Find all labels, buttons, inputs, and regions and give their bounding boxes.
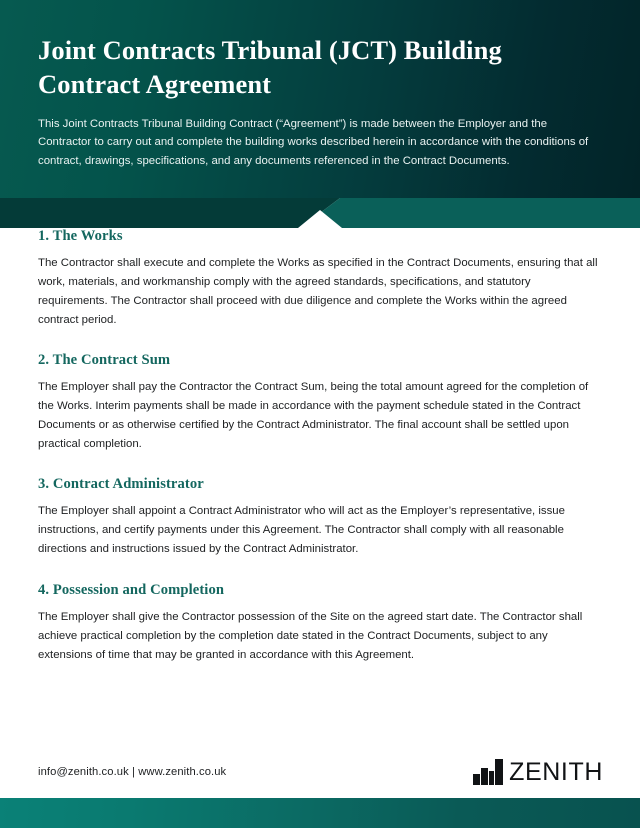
header-divider-band: [0, 198, 640, 228]
section-paragraph: The Employer shall give the Contractor possession of the Site on the agreed start date. The Contractor shall achieve practical completion by the completion date stated in the Contract Documents, subject to any extensions of time that may be granted in accordance with this Agreement.: [38, 610, 583, 661]
section-possession-and-completion: [0, 582, 640, 665]
brand-logo: [473, 759, 603, 785]
section-paragraph: The Contractor shall execute and complete the Works as specified in the Contract Documents, ensuring that all work, materials, and workmanship comply with the agreed standards, specifications, and statutory requirements. The Contractor shall proceed with due diligence and complete the Works within the agreed contract period.: [38, 257, 598, 327]
document-footer: [0, 746, 640, 798]
header-intro-paragraph: This Joint Contracts Tribunal Building Contract (“Agreement”) is made between the Employer and the Contractor to carry out and complete the building works described herein in accordance with the conditions of contract, drawings, specifications, and any documents referenced in the Contract Documents.: [38, 117, 589, 167]
section-the-works: [0, 228, 640, 330]
document-body: [0, 228, 640, 665]
footer-contact-text[interactable]: info@zenith.co.uk | www.zenith.co.uk: [38, 766, 227, 778]
section-heading: 1. The Works: [38, 228, 123, 244]
section-paragraph: The Employer shall appoint a Contract Administrator who will act as the Employer’s representative, issue instructions, and certify payments under this Agreement. The Contractor shall comply with all reasonable directions and instructions issued by the Contract Administrator.: [38, 505, 565, 556]
section-paragraph: The Employer shall pay the Contractor the Contract Sum, being the total amount agreed for the completion of the Works. Interim payments shall be made in accordance with the payment schedule stated in the Contract Documents or as otherwise certified by the Contract Administrator. The final account shall be settled upon practical completion.: [38, 381, 589, 451]
page-title: Joint Contracts Tribunal (JCT) Building Contract Agreement: [38, 35, 502, 99]
section-the-contract-sum: [0, 352, 640, 454]
band-left-segment: [0, 198, 340, 228]
brand-name-text: ZENITH: [509, 757, 603, 786]
section-heading: 2. The Contract Sum: [38, 352, 171, 369]
section-heading: 3. Contract Administrator: [38, 476, 204, 493]
building-bars-icon: [473, 759, 507, 785]
section-contract-administrator: [0, 476, 640, 559]
header-content: [38, 34, 600, 170]
footer-accent-bar: [0, 798, 640, 828]
document-header: [0, 0, 640, 198]
section-heading: 4. Possession and Completion: [38, 581, 225, 598]
band-right-segment: [300, 198, 640, 228]
